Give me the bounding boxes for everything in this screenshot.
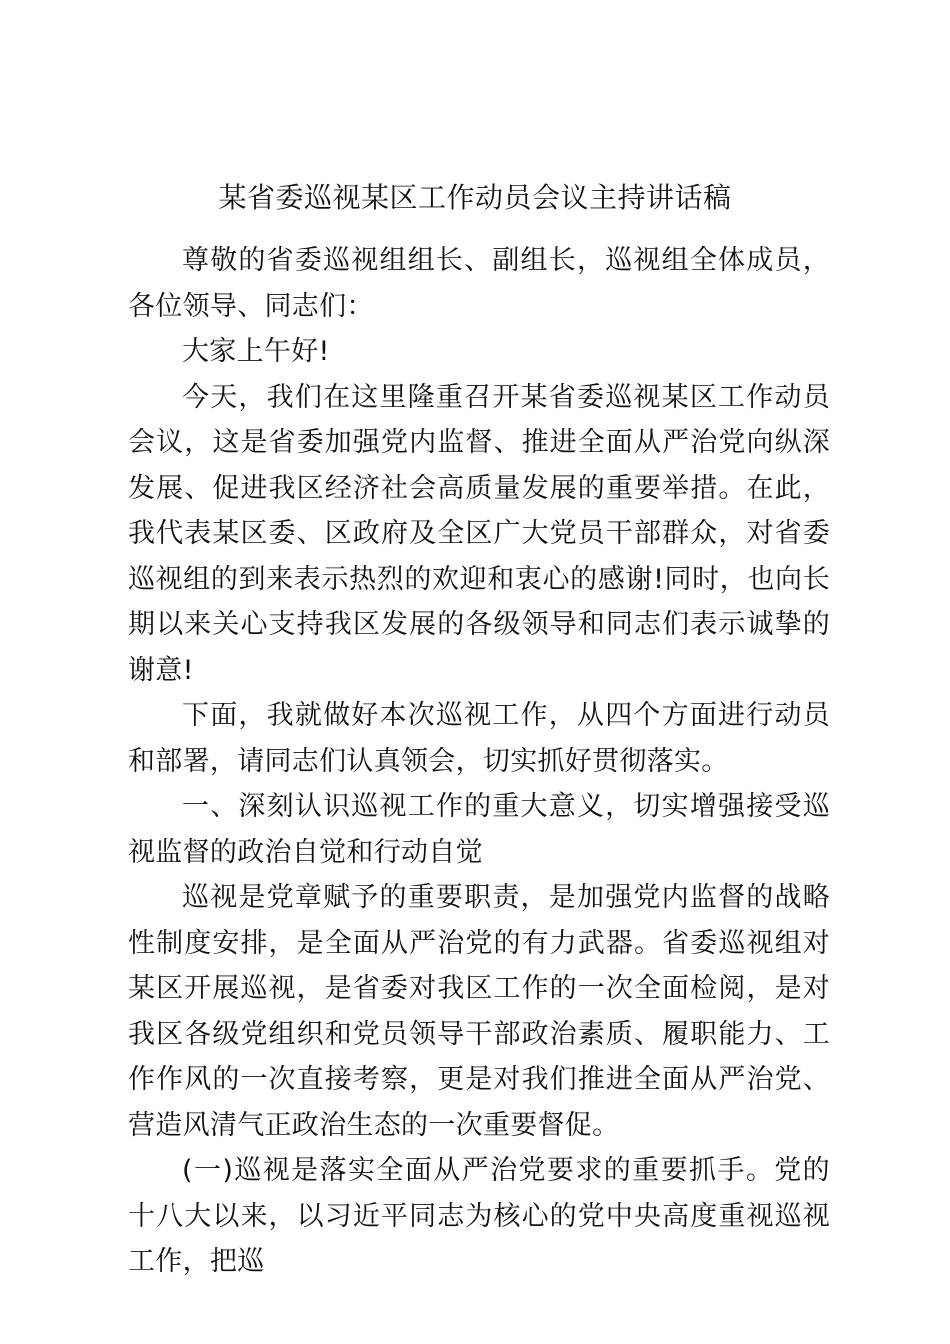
greeting-paragraph: 大家上午好! xyxy=(182,336,330,367)
salutation-paragraph: 尊敬的省委巡视组组长、副组长，巡视组全体成员，各位领导、同志们： xyxy=(128,245,830,322)
subsection-1-paragraph: (一)巡视是落实全面从严治党要求的重要抓手。党的十八大以来，以习近平同志为核心的党中央高度重视巡视工作，把巡 xyxy=(128,1155,830,1277)
section-heading-1: 一、深刻认识巡视工作的重大意义，切实增强接受巡视监督的政治自觉和行动自觉 xyxy=(128,791,830,868)
section-1-paragraph: 巡视是党章赋予的重要职责，是加强党内监督的战略性制度安排，是全面从严治党的有力武器。省委巡视组对某区开展巡视，是省委对我区工作的一次全面检阅，是对我区各级党组织和党员领导干部政治素质、履职能力、工作作风的一次直接考察，更是对我们推进全面从严治党、营造风清气正政治生态的一次重要督促。 xyxy=(128,882,830,1141)
document-title: 某省委巡视某区工作动员会议主持讲话稿 xyxy=(218,181,732,214)
opening-paragraph: 今天，我们在这里隆重召开某省委巡视某区工作动员会议，这是省委加强党内监督、推进全面从严治党向纵深发展、促进我区经济社会高质量发展的重要举措。在此，我代表某区委、区政府及全区广大党员干部群众，对省委巡视组的到来表示热烈的欢迎和衷心的感谢!同时，也向长期以来关心支持我区发展的各级领导和同志们表示诚挚的谢意! xyxy=(128,381,830,686)
document-body xyxy=(128,238,830,1285)
outline-paragraph: 下面，我就做好本次巡视工作，从四个方面进行动员和部署，请同志们认真领会，切实抓好贯彻落实。 xyxy=(128,700,830,777)
